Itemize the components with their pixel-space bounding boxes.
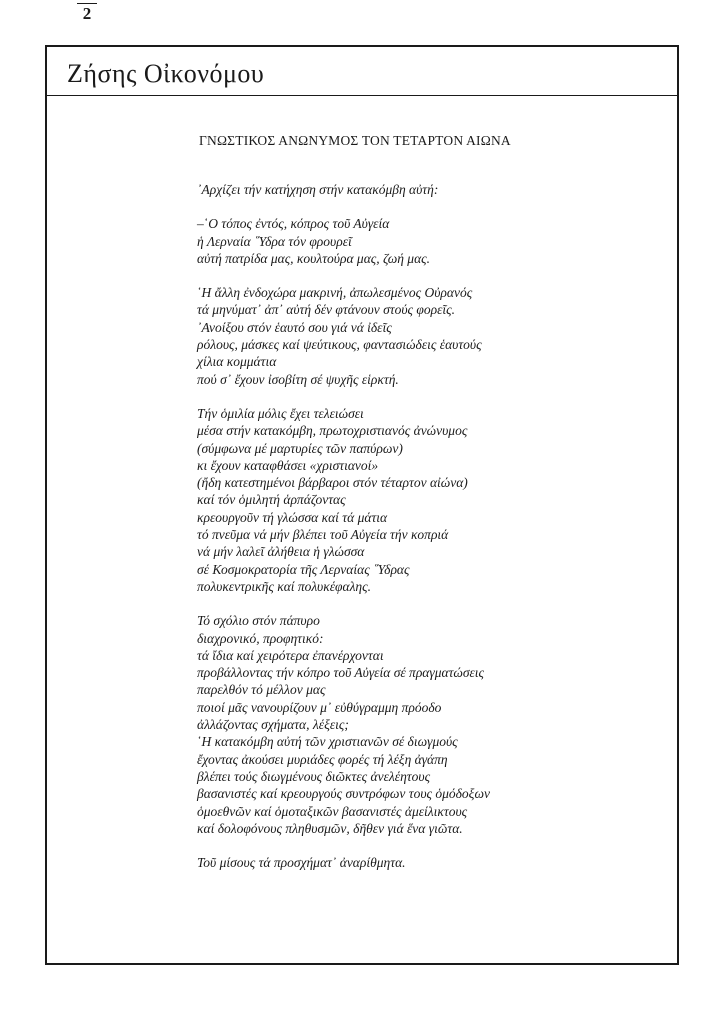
- poem-line: ἔχοντας ἀκούσει μυριάδες φορές τή λέξη ἀγάπη: [197, 751, 448, 767]
- poem-line: ποιοί μᾶς νανουρίζουν μ᾿ εὐθύγραμμη πρόοδο: [197, 699, 442, 715]
- poem-line: προβάλλοντας τήν κόπρο τοῦ Αὐγεία σέ πραγματώσεις: [197, 665, 485, 681]
- poem-line: πολυκεντρικῆς καί πολυκέφαλης.: [197, 578, 371, 594]
- poem-line: τά ἴδια καί χειρότερα ἐπανέρχονται: [197, 647, 384, 663]
- page-number: 2: [82, 4, 92, 23]
- poem-line: αὐτή πατρίδα μας, κουλτούρα μας, ζωή μας.: [197, 250, 431, 266]
- poem-line: πού σ᾿ ἔχουν ἰσοβίτη σέ ψυχῆς εἱρκτή.: [197, 371, 399, 387]
- author-name: Ζήσης Οἰκονόμου: [67, 59, 265, 88]
- poem-line: τό πνεῦμα νά μήν βλέπει τοῦ Αὐγεία τήν κοπριά: [197, 527, 449, 543]
- poem-line: –῾Ο τόπος ἐντός, κόπρος τοῦ Αὐγεία: [197, 216, 390, 232]
- poem-line: Τήν ὁμιλία μόλις ἔχει τελειώσει: [197, 405, 364, 421]
- poem-line: Τό σχόλιο στόν πάπυρο: [197, 613, 320, 629]
- poem-line: κρεουργοῦν τή γλώσσα καί τά μάτια: [197, 509, 388, 525]
- poem-line: ρόλους, μάσκες καί ψεύτικους, φαντασιώδεις ἑαυτούς: [197, 337, 482, 353]
- page-frame: [45, 45, 679, 965]
- stanza: [197, 181, 667, 198]
- poem-line: ἀλλάζοντας σχήματα, λέξεις;: [197, 717, 349, 733]
- poem-line: νά μήν λαλεῖ ἀλήθεια ἡ γλώσσα: [197, 544, 365, 560]
- poem-line: παρελθόν τό μέλλον μας: [197, 682, 326, 698]
- poem-line: σέ Κοσμοκρατορία τῆς Λερναίας ῞Υδρας: [197, 561, 410, 577]
- stanza: [197, 405, 667, 595]
- poem-line: ἡ Λερναία ῞Υδρα τόν φρουρεῖ: [197, 233, 352, 249]
- poem-line: ῾Η κατακόμβη αὐτή τῶν χριστιανῶν σέ διωγμούς: [197, 734, 458, 750]
- poem-line: ᾿Ανοίξου στόν ἑαυτό σου γιά νά ἰδεῖς: [197, 319, 392, 335]
- poem-line: καί τόν ὁμιλητή ἁρπάζοντας: [197, 492, 346, 508]
- poem-body: [197, 181, 667, 871]
- poem-line: βασανιστές καί κρεουργούς συντρόφων τους ὁμόδοξων: [197, 786, 490, 802]
- poem-line: διαχρονικό, προφητικό:: [197, 630, 324, 646]
- stanza: [197, 215, 667, 267]
- poem-line: (ἤδη κατεστημένοι βάρβαροι στόν τέταρτον αἰώνα): [197, 475, 468, 491]
- poem-line: ὁμοεθνῶν καί ὁμοταξικῶν βασανιστές ἀμείλικτους: [197, 803, 468, 819]
- stanza: [197, 284, 667, 388]
- poem-line: Τοῦ μίσους τά προσχήματ᾿ ἀναρίθμητα.: [197, 855, 406, 871]
- poem-line: ῾Η ἄλλη ἐνδοχώρα μακρινή, ἀπωλεσμένος Οὐρανός: [197, 285, 473, 301]
- poem-title: ΓΝΩΣΤΙΚΟΣ ΑΝΩΝΥΜΟΣ ΤΟΝ ΤΕΤΑΡΤΟΝ ΑΙΩΝΑ: [199, 133, 511, 148]
- header-divider: [47, 95, 677, 96]
- poem-line: (σύμφωνα μέ μαρτυρίες τῶν παπύρων): [197, 440, 403, 456]
- poem-line: μέσα στήν κατακόμβη, πρωτοχριστιανός ἀνώνυμος: [197, 423, 468, 439]
- poem-line: χίλια κομμάτια: [197, 354, 277, 370]
- stanza: [197, 612, 667, 837]
- poem-line: κι ἔχουν καταφθάσει «χριστιανοί»: [197, 457, 379, 473]
- poem-line: καί δολοφόνους πληθυσμῶν, δῆθεν γιά ἕνα γιῶτα.: [197, 820, 463, 836]
- poem-line: ᾿Αρχίζει τήν κατήχηση στήν κατακόμβη αὐτή:: [197, 182, 439, 197]
- stanza: [197, 854, 667, 871]
- poem-line: τά μηνύματ᾿ ἀπ᾿ αὐτή δέν φτάνουν στούς φορεῖς.: [197, 302, 455, 318]
- poem-line: βλέπει τούς διωγμένους διῶκτες ἀνελέητους: [197, 768, 431, 784]
